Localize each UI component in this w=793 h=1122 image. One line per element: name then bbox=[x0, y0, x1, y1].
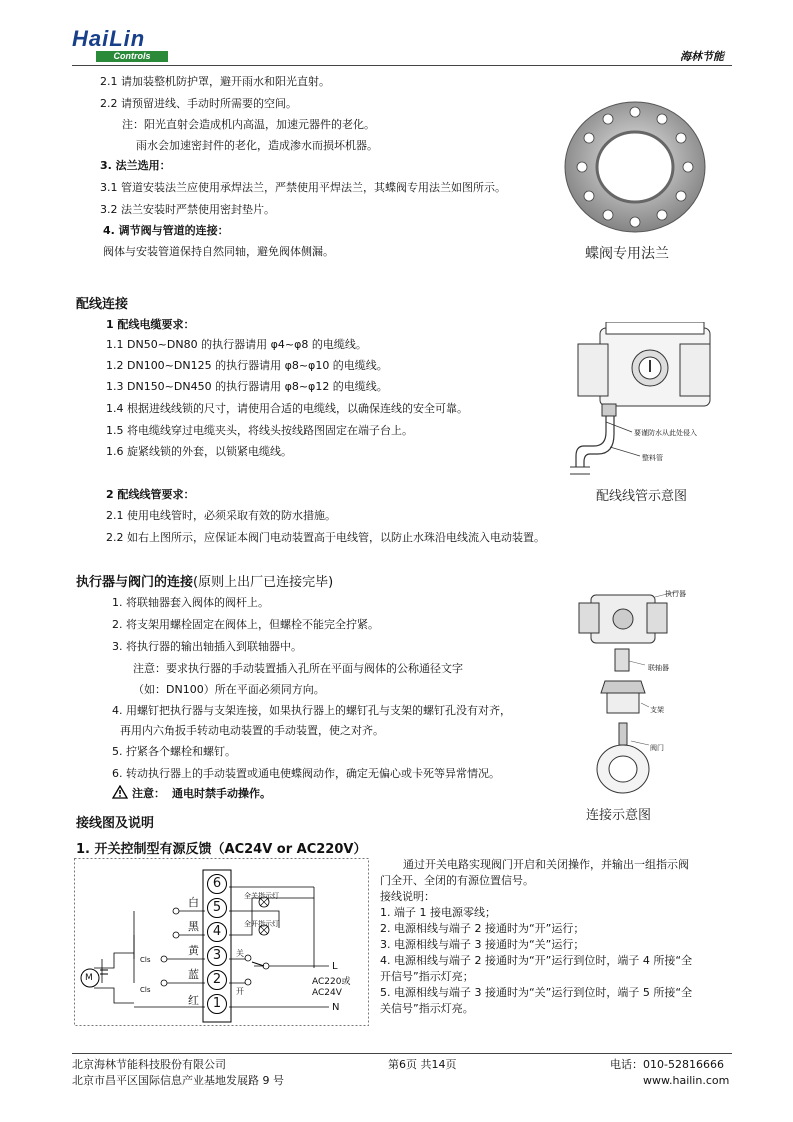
connection-caption: 连接示意图 bbox=[586, 808, 652, 823]
footer-phone: 电话：010-52816666 bbox=[610, 1058, 724, 1071]
conduit-line-2-2: 2.2 如右上图所示，应保证本阀门电动装置高于电线管，以防止水珠沿电线流入电动装置。 bbox=[106, 531, 545, 544]
wire-white-label: 白 bbox=[188, 896, 199, 909]
conduit-req-heading: 2 配线线管要求： bbox=[106, 488, 195, 501]
connect-step-3: 3. 将执行器的输出轴插入到联轴器中。 bbox=[112, 640, 302, 653]
connect-title-note: (原则上出厂已连接完毕) bbox=[193, 575, 334, 590]
cable-line-1-6: 1.6 旋紧线锁的外套，以锁紧电缆线。 bbox=[106, 445, 292, 458]
footer-page-number: 第6页 共14页 bbox=[388, 1058, 457, 1071]
part-bracket-label: 支架 bbox=[650, 706, 664, 714]
diagram-item-3: 3. 电源相线与端子 3 接通时为“关”运行； bbox=[380, 938, 585, 951]
cable-line-1-3: 1.3 DN150~DN450 的执行器请用 φ8~φ12 的电缆线。 bbox=[106, 380, 388, 393]
install-line-2-2: 2.2 请预留进线、手动时所需要的空间。 bbox=[100, 97, 297, 110]
connect-step-4b: 再用内六角扳手转动电动装置的手动装置，使之对齐。 bbox=[120, 724, 384, 737]
diagram-desc-3: 接线说明： bbox=[380, 890, 435, 903]
flange-line-3-2: 3.2 法兰安装时严禁使用密封垫片。 bbox=[100, 203, 275, 216]
warning-text: 通电时禁手动操作。 bbox=[172, 787, 271, 800]
supply-label-1: AC220或 bbox=[312, 977, 351, 987]
diagram-item-2: 2. 电源相线与端子 2 接通时为“开”运行； bbox=[380, 922, 585, 935]
warning-label: 注意： bbox=[132, 787, 165, 800]
install-note-2: 雨水会加速密封件的老化，造成渗水而损坏机器。 bbox=[136, 139, 378, 152]
warning-icon bbox=[112, 785, 128, 799]
logo-main-text: HaiLin bbox=[72, 26, 146, 51]
terminal-2[interactable]: 2 bbox=[207, 970, 227, 990]
connect-step-4a: 4. 用螺钉把执行器与支架连接，如果执行器上的螺钉孔与支架的螺钉孔没有对齐， bbox=[112, 704, 511, 717]
diagram-item-4a: 4. 电源相线与端子 2 接通时为“开”运行到位时，端子 4 所接“全 bbox=[380, 954, 693, 967]
diagram-desc-1: 通过开关电路实现阀门开启和关闭操作，并输出一组指示阀 bbox=[403, 858, 689, 871]
limit-switch-label-1: Cls bbox=[140, 956, 151, 964]
valve-pipe-line: 阀体与安装管道保持自然同轴，避免阀体侧漏。 bbox=[103, 245, 334, 258]
diagram-item-5a: 5. 电源相线与端子 3 接通时为“关”运行到位时，端子 5 所接“全 bbox=[380, 986, 693, 999]
flange-heading: 3. 法兰选用： bbox=[100, 159, 171, 172]
cable-line-1-5: 1.5 将电缆线穿过电缆夹头，将线头按线路图固定在端子台上。 bbox=[106, 424, 413, 437]
conduit-label-water: 要谨防水从此处侵入 bbox=[634, 429, 697, 437]
conduit-caption: 配线线管示意图 bbox=[596, 489, 688, 504]
flange-image bbox=[560, 95, 710, 235]
wire-red-label: 红 bbox=[188, 994, 199, 1007]
flange-line-3-1: 3.1 管道安装法兰应使用承焊法兰，严禁使用平焊法兰，其蝶阀专用法兰如图所示。 bbox=[100, 181, 506, 194]
wiring-title: 配线连接 bbox=[76, 297, 129, 312]
lamp-closed-label: 全关指示灯 bbox=[244, 892, 279, 900]
wire-black-label: 黑 bbox=[188, 920, 199, 933]
conduit-line-2-1: 2.1 使用电线管时，必须采取有效的防水措施。 bbox=[106, 509, 336, 522]
diagram-item-5b: 关信号”指示灯亮。 bbox=[380, 1002, 474, 1015]
wire-blue-label: 蓝 bbox=[188, 968, 199, 981]
limit-switch-label-2: Cls bbox=[140, 986, 151, 994]
connect-note-1: 注意：要求执行器的手动装置插入孔所在平面与阀体的公称通径文字 bbox=[133, 662, 463, 675]
wiring-schematic bbox=[74, 858, 369, 1026]
diagram-item-4b: 开信号”指示灯亮； bbox=[380, 970, 474, 983]
line-n-label: N bbox=[332, 1002, 340, 1013]
diagram-desc-2: 门全开、全闭的有源位置信号。 bbox=[380, 874, 534, 887]
terminal-6[interactable]: 6 bbox=[207, 874, 227, 894]
terminal-3[interactable]: 3 bbox=[207, 946, 227, 966]
wiring-diagram-subtitle: 1. 开关控制型有源反馈（AC24V or AC220V） bbox=[76, 842, 367, 857]
connection-diagram bbox=[575, 585, 695, 800]
footer-address: 北京市昌平区国际信息产业基地发展路 9 号 bbox=[72, 1074, 284, 1087]
cable-line-1-4: 1.4 根据进线线锁的尺寸，请使用合适的电缆线，以确保连线的安全可靠。 bbox=[106, 402, 468, 415]
connect-title-main: 执行器与阀门的连接 bbox=[76, 575, 194, 590]
motor-label: M bbox=[85, 973, 93, 983]
header-rule bbox=[72, 65, 732, 66]
cable-line-1-1: 1.1 DN50~DN80 的执行器请用 φ4~φ8 的电缆线。 bbox=[106, 338, 367, 351]
cable-line-1-2: 1.2 DN100~DN125 的执行器请用 φ8~φ10 的电缆线。 bbox=[106, 359, 388, 372]
part-actuator-label: 执行器 bbox=[665, 590, 686, 598]
terminal-5[interactable]: 5 bbox=[207, 898, 227, 918]
lamp-open-label: 全开指示灯 bbox=[244, 920, 279, 928]
footer-rule bbox=[72, 1053, 732, 1054]
diagram-item-1: 1. 端子 1 接电源零线； bbox=[380, 906, 496, 919]
header-right-label: 海林节能 bbox=[680, 50, 724, 63]
wiring-diagram-title: 接线图及说明 bbox=[76, 816, 155, 831]
valve-pipe-heading: 4. 调节阀与管道的连接： bbox=[103, 224, 229, 237]
connect-step-1: 1. 将联轴器套入阀体的阀杆上。 bbox=[112, 596, 269, 609]
install-note-1: 注：阳光直射会造成机内高温，加速元器件的老化。 bbox=[122, 118, 375, 131]
footer-company: 北京海林节能科技股份有限公司 bbox=[72, 1058, 226, 1071]
cable-req-heading: 1 配线电缆要求： bbox=[106, 318, 195, 331]
terminal-1[interactable]: 1 bbox=[207, 994, 227, 1014]
wire-yellow-label: 黄 bbox=[188, 944, 199, 957]
connect-step-5: 5. 拧紧各个螺栓和螺钉。 bbox=[112, 745, 236, 758]
supply-label-2: AC24V bbox=[312, 988, 342, 998]
connect-step-2: 2. 将支架用螺栓固定在阀体上，但螺栓不能完全拧紧。 bbox=[112, 618, 379, 631]
install-line-2-1: 2.1 请加装整机防护罩，避开雨水和阳光直射。 bbox=[100, 75, 330, 88]
logo bbox=[72, 28, 170, 64]
connect-step-6: 6. 转动执行器上的手动装置或通电使蝶阀动作，确定无偏心或卡死等异常情况。 bbox=[112, 767, 500, 780]
connect-title bbox=[76, 571, 333, 590]
part-coupling-label: 联轴器 bbox=[648, 664, 669, 672]
line-l-label: L bbox=[332, 961, 338, 972]
connect-note-2: （如：DN100）所在平面必须同方向。 bbox=[133, 683, 325, 696]
conduit-label-pipe: 整料管 bbox=[642, 454, 663, 462]
flange-caption: 蝶阀专用法兰 bbox=[585, 246, 669, 262]
terminal-4[interactable]: 4 bbox=[207, 922, 227, 942]
footer-website[interactable]: www.hailin.com bbox=[643, 1074, 730, 1087]
switch-open-label: 开 bbox=[236, 987, 244, 996]
switch-close-label: 关 bbox=[236, 949, 244, 958]
logo-sub-text: Controls bbox=[96, 51, 168, 62]
part-valve-label: 阀门 bbox=[650, 744, 664, 752]
